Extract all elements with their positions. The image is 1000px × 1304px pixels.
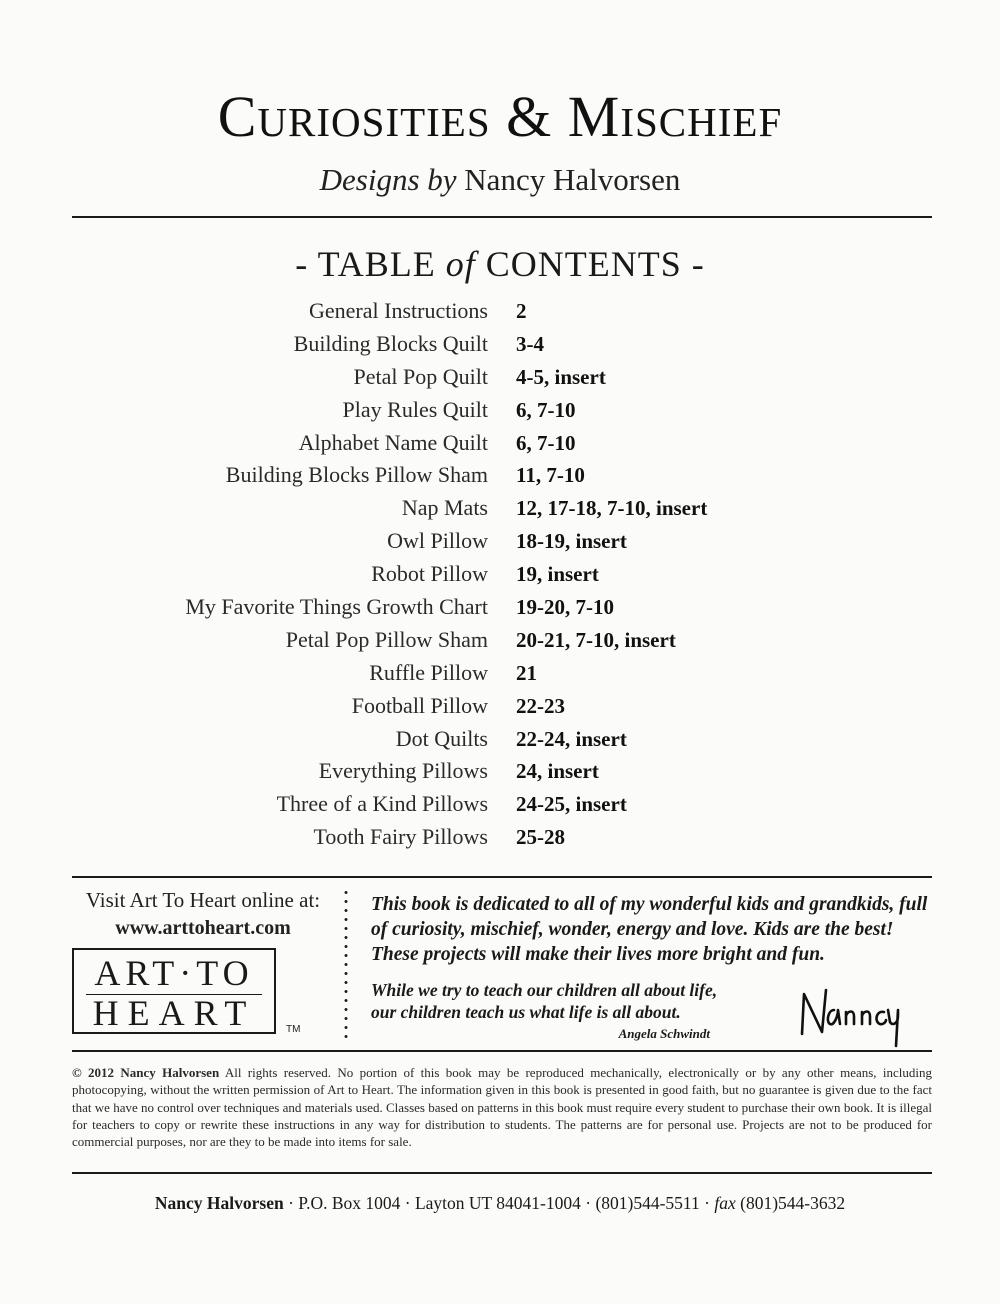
toc-entry-pages: 20-21, 7-10, insert <box>516 627 676 652</box>
toc-entry-pages: 19-20, 7-10 <box>516 595 614 620</box>
legal-text: All rights reserved. No portion of this book may be reproduced mechanically, electronically or by any other means, including photocopying, without the written permission of Art to Heart. The information given in this book is presented in good faith, but no guarantee is given due to the fact that we have no control over techniques and materials used. Classes based on patterns in this book must require every student to purchase their own book. It is illegal for teachers to copy or rewrite these instructions in any way for distribution to students. The patterns are for personal use. Projects are not to be produced for commercial purposes, nor are they to be made into items for sale. <box>72 1065 932 1150</box>
header-divider <box>72 216 932 218</box>
toc-divider <box>72 876 932 878</box>
toc-entry-title: General Instructions <box>309 298 488 323</box>
designer-name: Nancy Halvorsen <box>464 162 681 197</box>
toc-entry-title: Tooth Fairy Pillows <box>313 824 488 850</box>
fax-label: fax <box>714 1193 736 1213</box>
art-to-heart-logo <box>72 948 276 1034</box>
toc-entry-pages: 6, 7-10 <box>516 397 576 422</box>
subtitle-prefix: Designs by <box>319 162 457 197</box>
toc-entry-pages: 21 <box>516 660 537 685</box>
toc-row <box>0 460 1000 493</box>
toc-heading-left: - TABLE <box>295 244 436 284</box>
website-link[interactable]: www.arttoheart.com <box>115 917 291 939</box>
toc-entry-title: My Favorite Things Growth Chart <box>185 594 488 620</box>
dedication-text: This book is dedicated to all of my wonderful kids and grandkids, full of curiosity, mischief, wonder, energy and love. Kids are the best! These projects will make their lives more bright and fun. <box>371 894 928 965</box>
toc-entry-pages: 25-28 <box>516 825 565 850</box>
toc-entry-title: Everything Pillows <box>318 758 488 784</box>
toc-entry-title: Nap Mats <box>401 495 488 521</box>
quote-line-2: our children teach us what life is all about. <box>371 1002 681 1022</box>
toc-row <box>0 493 1000 526</box>
toc-row <box>0 691 1000 724</box>
toc-row <box>0 329 1000 362</box>
toc-entry-title: Football Pillow <box>351 692 488 718</box>
toc-heading <box>0 242 1000 286</box>
toc-entry-title: Petal Pop Quilt <box>353 363 488 389</box>
toc-entry-title: Three of a Kind Pillows <box>276 791 488 817</box>
visit-block <box>72 886 334 942</box>
toc-entry-pages: 22-23 <box>516 693 565 718</box>
toc-entry-title: Alphabet Name Quilt <box>298 429 488 455</box>
book-subtitle <box>0 160 1000 200</box>
trademark-mark: TM <box>286 1024 301 1035</box>
toc-entry-title: Ruffle Pillow <box>369 659 488 685</box>
toc-row <box>0 362 1000 395</box>
dedication-divider <box>72 1050 932 1052</box>
toc-entry-title: Owl Pillow <box>387 528 488 554</box>
toc-entry-pages: 2 <box>516 299 527 323</box>
dotted-divider <box>344 888 348 1038</box>
logo-line-1: ART·TO <box>94 953 254 993</box>
legal-notice <box>72 1064 932 1150</box>
fax-number: (801)544-3632 <box>735 1193 846 1213</box>
copyright-holder: © 2012 Nancy Halvorsen <box>72 1065 220 1080</box>
toc-row <box>0 296 1000 329</box>
toc-row <box>0 658 1000 691</box>
book-title: Curiosities & Mischief <box>217 84 783 149</box>
toc-entry-pages: 12, 17-18, 7-10, insert <box>516 496 708 521</box>
toc-entry-title: Building Blocks Pillow Sham <box>225 462 488 488</box>
toc-row <box>0 592 1000 625</box>
toc-entry-pages: 22-24, insert <box>516 726 627 751</box>
toc-entry-title: Play Rules Quilt <box>342 396 488 422</box>
toc-entry-pages: 3-4 <box>516 331 544 356</box>
toc-row <box>0 756 1000 789</box>
toc-row <box>0 625 1000 658</box>
toc-entry-pages: 24, insert <box>516 759 599 784</box>
toc-row <box>0 789 1000 822</box>
toc-list <box>0 296 1000 855</box>
quote <box>371 979 791 1023</box>
toc-entry-title: Dot Quilts <box>395 725 488 751</box>
toc-row <box>0 559 1000 592</box>
toc-entry-pages: 11, 7-10 <box>516 463 585 488</box>
toc-entry-title: Building Blocks Quilt <box>293 330 488 356</box>
toc-heading-of: of <box>445 244 476 284</box>
toc-heading-right: CONTENTS - <box>485 244 705 284</box>
toc-entry-pages: 24-25, insert <box>516 792 627 817</box>
quote-line-1: While we try to teach our children all about life, <box>371 980 718 1000</box>
toc-row <box>0 395 1000 428</box>
logo-line-2: HEART <box>92 993 256 1033</box>
toc-entry-pages: 4-5, insert <box>516 364 606 389</box>
toc-entry-pages: 18-19, insert <box>516 529 627 554</box>
footer-address: · P.O. Box 1004 · Layton UT 84041-1004 · (801)544-5511 · <box>283 1193 715 1213</box>
contact-footer <box>0 1191 1000 1215</box>
visit-text: Visit Art To Heart online at: <box>85 888 321 912</box>
toc-entry-pages: 6, 7-10 <box>516 430 576 455</box>
toc-entry-title: Robot Pillow <box>371 561 488 587</box>
legal-divider <box>72 1172 932 1174</box>
toc-row <box>0 822 1000 855</box>
toc-entry-title: Petal Pop Pillow Sham <box>285 626 488 652</box>
toc-row <box>0 724 1000 757</box>
signature-image <box>796 982 906 1048</box>
quote-author: Angela Schwindt <box>618 1026 710 1041</box>
toc-row <box>0 526 1000 559</box>
toc-entry-pages: 19, insert <box>516 562 599 587</box>
footer-name: Nancy Halvorsen <box>154 1193 284 1213</box>
toc-row <box>0 428 1000 461</box>
